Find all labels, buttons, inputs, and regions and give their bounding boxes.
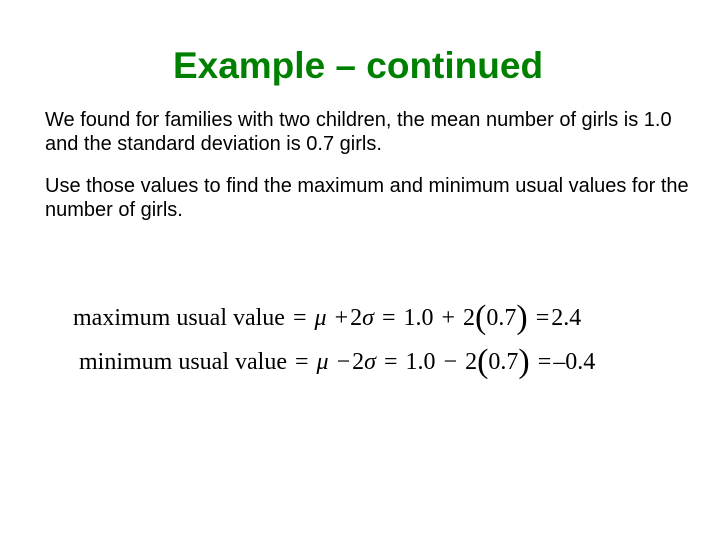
task-statement: Use those values to find the maximum and minimum usual values for the number of girls. <box>45 175 689 221</box>
equals-sign: = <box>535 305 550 331</box>
maximum-usual-value-equation <box>73 298 581 338</box>
plus-operator: + <box>441 305 456 331</box>
equals-sign: = <box>294 349 309 375</box>
equals-sign: = <box>292 305 307 331</box>
equation-label: maximum usual value <box>73 305 285 331</box>
sd-value: 0.7 <box>486 305 517 331</box>
equals-sign: = <box>537 349 552 375</box>
sigma-symbol: σ <box>362 305 374 331</box>
coefficient: 2 <box>463 305 476 331</box>
mu-symbol: μ <box>316 349 329 375</box>
equals-sign: = <box>383 349 398 375</box>
sigma-symbol: σ <box>364 349 376 375</box>
minus-operator: − <box>443 349 458 375</box>
result-value: 2.4 <box>551 305 582 331</box>
problem-statement: We found for families with two children, the mean number of girls is 1.0 and the standard deviation is 0.7 girls. <box>45 109 672 155</box>
coefficient: 2 <box>352 349 365 375</box>
minus-operator: − <box>336 349 351 375</box>
mean-value: 1.0 <box>403 305 434 331</box>
minimum-usual-value-equation <box>79 342 595 382</box>
plus-operator: + <box>334 305 349 331</box>
mu-symbol: μ <box>314 305 327 331</box>
coefficient: 2 <box>465 349 478 375</box>
result-value: –0.4 <box>553 349 596 375</box>
right-paren: ) <box>518 343 530 380</box>
left-paren: ( <box>475 299 487 336</box>
equals-sign: = <box>381 305 396 331</box>
equation-label: minimum usual value <box>79 349 287 375</box>
sd-value: 0.7 <box>488 349 519 375</box>
coefficient: 2 <box>350 305 363 331</box>
left-paren: ( <box>477 343 489 380</box>
mean-value: 1.0 <box>405 349 436 375</box>
right-paren: ) <box>516 299 528 336</box>
slide-title: Example – continued <box>172 45 544 86</box>
